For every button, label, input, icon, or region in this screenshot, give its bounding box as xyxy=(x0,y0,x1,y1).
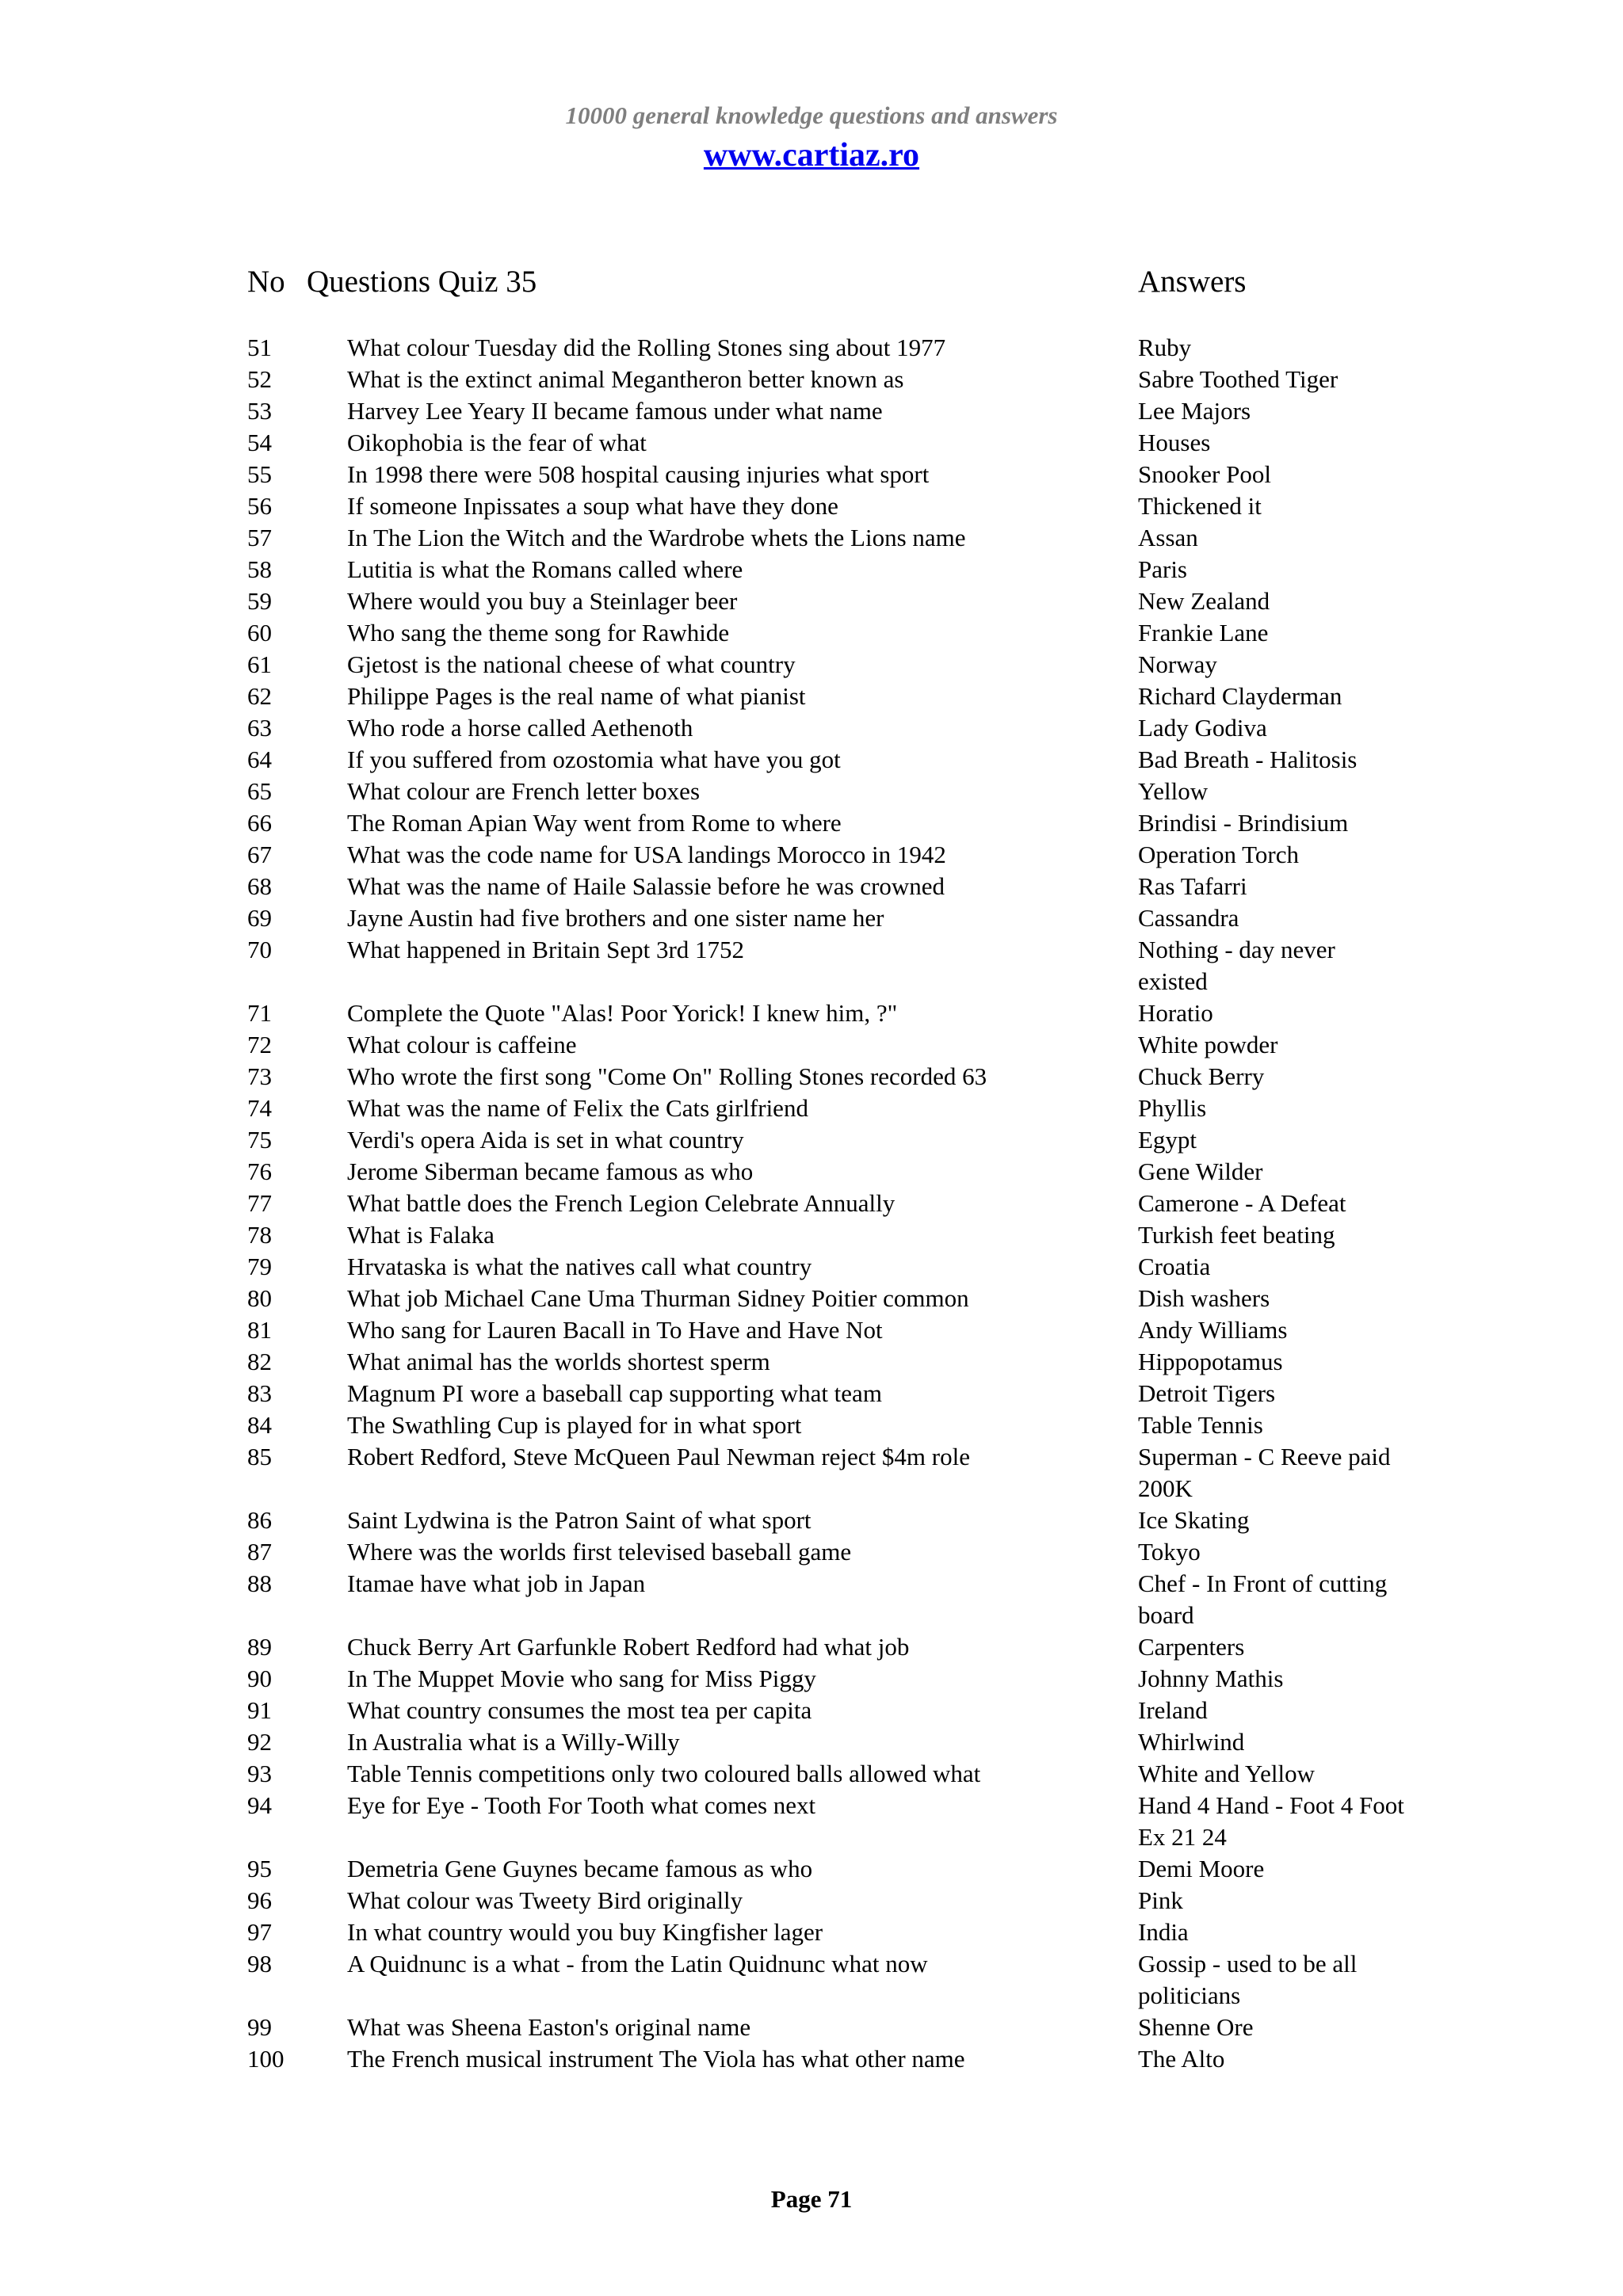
answer-text: Gene Wilder xyxy=(1138,1158,1263,1185)
question-text: Chuck Berry Art Garfunkle Robert Redford had what job xyxy=(347,1633,910,1661)
question-number: 69 xyxy=(247,904,272,932)
question-number: 61 xyxy=(247,650,272,678)
answer-text: Snooker Pool xyxy=(1138,460,1271,488)
answer-text: White powder xyxy=(1138,1031,1278,1058)
question-number: 72 xyxy=(247,1031,272,1058)
question-text: If you suffered from ozostomia what have you got xyxy=(347,746,841,773)
answer-text: Ruby xyxy=(1138,334,1192,361)
question-text: Harvey Lee Yeary II became famous under what name xyxy=(347,397,883,425)
question-row xyxy=(0,427,1623,459)
question-row xyxy=(0,1885,1623,1917)
page-number: Page 71 xyxy=(770,2185,853,2213)
question-row xyxy=(0,997,1623,1029)
question-number: 79 xyxy=(247,1253,272,1280)
question-number: 52 xyxy=(247,365,272,393)
question-text: Demetria Gene Guynes became famous as who xyxy=(347,1855,813,1882)
question-row xyxy=(0,744,1623,776)
question-number: 78 xyxy=(247,1221,272,1249)
column-header-questions: Questions Quiz 35 xyxy=(307,265,537,299)
answer-text: Chef - In Front of cutting board xyxy=(1138,1569,1388,1629)
answer-text: Chuck Berry xyxy=(1138,1062,1265,1090)
question-text: Jerome Siberman became famous as who xyxy=(347,1158,754,1185)
question-row xyxy=(0,1124,1623,1156)
question-number: 97 xyxy=(247,1918,272,1946)
question-number: 77 xyxy=(247,1189,272,1217)
question-number: 51 xyxy=(247,334,272,361)
question-text: What colour are French letter boxes xyxy=(347,777,701,805)
answer-text: Phyllis xyxy=(1138,1094,1207,1122)
question-row xyxy=(0,934,1623,997)
question-text: Oikophobia is the fear of what xyxy=(347,429,647,456)
question-text: What was the name of Haile Salassie before he was crowned xyxy=(347,872,945,900)
answer-text: New Zealand xyxy=(1138,587,1270,615)
question-row xyxy=(0,1948,1623,2012)
question-number: 81 xyxy=(247,1316,272,1344)
question-number: 96 xyxy=(247,1886,272,1914)
question-text: The Swathling Cup is played for in what sport xyxy=(347,1411,802,1439)
question-number: 59 xyxy=(247,587,272,615)
answer-text: Bad Breath - Halitosis xyxy=(1138,746,1358,773)
question-number: 71 xyxy=(247,999,272,1027)
answer-text: Turkish feet beating xyxy=(1138,1221,1335,1249)
header-website-link[interactable]: www.cartiaz.ro xyxy=(703,137,920,174)
question-text: What colour is caffeine xyxy=(347,1031,577,1058)
question-text: Verdi's opera Aida is set in what country xyxy=(347,1126,744,1154)
question-number: 89 xyxy=(247,1633,272,1661)
question-number: 62 xyxy=(247,682,272,710)
question-row xyxy=(0,585,1623,617)
question-text: Robert Redford, Steve McQueen Paul Newman reject $4m role xyxy=(347,1443,970,1470)
question-row xyxy=(0,1536,1623,1568)
answer-text: Nothing - day never existed xyxy=(1138,936,1335,995)
question-number: 70 xyxy=(247,936,272,963)
question-number: 75 xyxy=(247,1126,272,1154)
question-row xyxy=(0,1790,1623,1853)
question-row xyxy=(0,1314,1623,1346)
answer-text: Camerone - A Defeat xyxy=(1138,1189,1346,1217)
answer-text: Thickened it xyxy=(1138,492,1262,520)
question-number: 90 xyxy=(247,1665,272,1692)
answer-text: Gossip - used to be all politicians xyxy=(1138,1950,1358,2009)
question-text: Jayne Austin had five brothers and one sister name her xyxy=(347,904,884,932)
question-text: Eye for Eye - Tooth For Tooth what comes next xyxy=(347,1791,816,1819)
answer-text: Johnny Mathis xyxy=(1138,1665,1284,1692)
answer-text: Paris xyxy=(1138,555,1187,583)
question-number: 93 xyxy=(247,1760,272,1787)
question-row xyxy=(0,776,1623,807)
question-row xyxy=(0,1917,1623,1948)
question-text: What was Sheena Easton's original name xyxy=(347,2013,751,2041)
question-text: Itamae have what job in Japan xyxy=(347,1569,646,1597)
question-text: What happened in Britain Sept 3rd 1752 xyxy=(347,936,745,963)
answer-text: Hand 4 Hand - Foot 4 Foot Ex 21 24 xyxy=(1138,1791,1404,1851)
question-number: 73 xyxy=(247,1062,272,1090)
answer-text: Egypt xyxy=(1138,1126,1197,1154)
answer-text: Brindisi - Brindisium xyxy=(1138,809,1349,837)
question-number: 98 xyxy=(247,1950,272,1978)
question-number: 84 xyxy=(247,1411,272,1439)
question-row xyxy=(0,1631,1623,1663)
answer-text: Lady Godiva xyxy=(1138,714,1267,742)
answer-text: White and Yellow xyxy=(1138,1760,1316,1787)
question-row xyxy=(0,522,1623,554)
question-row xyxy=(0,1409,1623,1441)
answer-text: Shenne Ore xyxy=(1138,2013,1254,2041)
answer-text: Pink xyxy=(1138,1886,1183,1914)
question-number: 100 xyxy=(247,2045,285,2073)
question-row xyxy=(0,459,1623,490)
question-number: 83 xyxy=(247,1379,272,1407)
question-text: What animal has the worlds shortest sperm xyxy=(347,1348,770,1375)
question-number: 54 xyxy=(247,429,272,456)
question-number: 91 xyxy=(247,1696,272,1724)
question-text: Magnum PI wore a baseball cap supporting what team xyxy=(347,1379,882,1407)
answer-text: Ras Tafarri xyxy=(1138,872,1247,900)
answer-text: Whirlwind xyxy=(1138,1728,1245,1756)
header-subtitle: 10000 general knowledge questions and answers xyxy=(565,101,1058,129)
question-row xyxy=(0,681,1623,712)
question-row xyxy=(0,490,1623,522)
question-text: Saint Lydwina is the Patron Saint of what sport xyxy=(347,1506,812,1534)
answer-text: Richard Clayderman xyxy=(1138,682,1342,710)
question-row xyxy=(0,1505,1623,1536)
question-text: Who wrote the first song "Come On" Rolling Stones recorded 63 xyxy=(347,1062,987,1090)
question-row xyxy=(0,1758,1623,1790)
question-row xyxy=(0,649,1623,681)
answer-text: Sabre Toothed Tiger xyxy=(1138,365,1338,393)
question-row xyxy=(0,1156,1623,1188)
question-text: Hrvataska is what the natives call what country xyxy=(347,1253,812,1280)
question-number: 63 xyxy=(247,714,272,742)
answer-text: Andy Williams xyxy=(1138,1316,1288,1344)
question-text: A Quidnunc is a what - from the Latin Quidnunc what now xyxy=(347,1950,928,1978)
question-text: In 1998 there were 508 hospital causing injuries what sport xyxy=(347,460,930,488)
page-header xyxy=(0,98,1623,177)
answer-text: Assan xyxy=(1138,524,1198,551)
column-headers xyxy=(0,260,1623,304)
question-text: Who sang the theme song for Rawhide xyxy=(347,619,730,646)
question-text: Lutitia is what the Romans called where xyxy=(347,555,743,583)
question-row xyxy=(0,807,1623,839)
question-text: In Australia what is a Willy-Willy xyxy=(347,1728,680,1756)
question-number: 55 xyxy=(247,460,272,488)
question-text: What was the code name for USA landings Morocco in 1942 xyxy=(347,841,946,868)
question-number: 58 xyxy=(247,555,272,583)
question-row xyxy=(0,902,1623,934)
answer-text: Croatia xyxy=(1138,1253,1211,1280)
answer-text: Ireland xyxy=(1138,1696,1208,1724)
question-row xyxy=(0,1283,1623,1314)
question-number: 56 xyxy=(247,492,272,520)
question-number: 65 xyxy=(247,777,272,805)
question-number: 88 xyxy=(247,1569,272,1597)
question-row xyxy=(0,1061,1623,1093)
answer-text: Tokyo xyxy=(1138,1538,1201,1566)
question-row xyxy=(0,1251,1623,1283)
question-number: 66 xyxy=(247,809,272,837)
question-number: 76 xyxy=(247,1158,272,1185)
answer-text: Cassandra xyxy=(1138,904,1239,932)
question-row xyxy=(0,1346,1623,1378)
question-row xyxy=(0,2043,1623,2075)
question-text: The French musical instrument The Viola has what other name xyxy=(347,2045,965,2073)
column-header-answers: Answers xyxy=(1138,265,1247,299)
question-text: Who sang for Lauren Bacall in To Have and Have Not xyxy=(347,1316,883,1344)
question-number: 87 xyxy=(247,1538,272,1566)
answer-text: Frankie Lane xyxy=(1138,619,1269,646)
answer-text: Yellow xyxy=(1138,777,1209,805)
question-text: If someone Inpissates a soup what have they done xyxy=(347,492,838,520)
question-row xyxy=(0,1853,1623,1885)
question-text: In The Muppet Movie who sang for Miss Piggy xyxy=(347,1665,816,1692)
question-text: What is Falaka xyxy=(347,1221,495,1249)
question-row xyxy=(0,1219,1623,1251)
question-row xyxy=(0,395,1623,427)
question-text: Gjetost is the national cheese of what country xyxy=(347,650,796,678)
answer-text: Operation Torch xyxy=(1138,841,1299,868)
question-row xyxy=(0,1695,1623,1726)
question-row xyxy=(0,1568,1623,1631)
question-row xyxy=(0,1663,1623,1695)
question-row xyxy=(0,839,1623,871)
question-text: What battle does the French Legion Celebrate Annually xyxy=(347,1189,896,1217)
question-row xyxy=(0,1726,1623,1758)
question-number: 99 xyxy=(247,2013,272,2041)
question-row xyxy=(0,1378,1623,1409)
question-row xyxy=(0,332,1623,364)
question-row xyxy=(0,2012,1623,2043)
question-number: 57 xyxy=(247,524,272,551)
answer-text: Horatio xyxy=(1138,999,1213,1027)
answer-text: Superman - C Reeve paid 200K xyxy=(1138,1443,1391,1502)
question-number: 92 xyxy=(247,1728,272,1756)
answer-text: Lee Majors xyxy=(1138,397,1251,425)
question-row xyxy=(0,1441,1623,1505)
question-number: 60 xyxy=(247,619,272,646)
question-text: What colour Tuesday did the Rolling Stones sing about 1977 xyxy=(347,334,946,361)
question-text: What country consumes the most tea per capita xyxy=(347,1696,812,1724)
answer-text: Demi Moore xyxy=(1138,1855,1265,1882)
question-number: 86 xyxy=(247,1506,272,1534)
answer-text: Carpenters xyxy=(1138,1633,1245,1661)
question-row xyxy=(0,364,1623,395)
question-row xyxy=(0,712,1623,744)
answer-text: Detroit Tigers xyxy=(1138,1379,1276,1407)
question-number: 82 xyxy=(247,1348,272,1375)
question-row xyxy=(0,554,1623,585)
answer-text: The Alto xyxy=(1138,2045,1225,2073)
question-list xyxy=(0,332,1623,2075)
answer-text: Houses xyxy=(1138,429,1211,456)
question-row xyxy=(0,617,1623,649)
question-text: The Roman Apian Way went from Rome to where xyxy=(347,809,842,837)
answer-text: Hippopotamus xyxy=(1138,1348,1283,1375)
question-text: What is the extinct animal Megantheron better known as xyxy=(347,365,904,393)
question-number: 85 xyxy=(247,1443,272,1470)
answer-text: India xyxy=(1138,1918,1189,1946)
column-header-no: No xyxy=(247,265,285,299)
question-number: 94 xyxy=(247,1791,272,1819)
question-number: 68 xyxy=(247,872,272,900)
question-row xyxy=(0,871,1623,902)
question-number: 95 xyxy=(247,1855,272,1882)
answer-text: Table Tennis xyxy=(1138,1411,1263,1439)
question-row xyxy=(0,1093,1623,1124)
question-text: What was the name of Felix the Cats girlfriend xyxy=(347,1094,808,1122)
question-text: What colour was Tweety Bird originally xyxy=(347,1886,743,1914)
question-text: Table Tennis competitions only two coloured balls allowed what xyxy=(347,1760,981,1787)
question-text: Where was the worlds first televised baseball game xyxy=(347,1538,852,1566)
answer-text: Dish washers xyxy=(1138,1284,1270,1312)
question-row xyxy=(0,1188,1623,1219)
question-text: Who rode a horse called Aethenoth xyxy=(347,714,693,742)
question-text: Where would you buy a Steinlager beer xyxy=(347,587,738,615)
question-text: Philippe Pages is the real name of what pianist xyxy=(347,682,806,710)
question-number: 80 xyxy=(247,1284,272,1312)
question-text: In The Lion the Witch and the Wardrobe whets the Lions name xyxy=(347,524,966,551)
question-number: 67 xyxy=(247,841,272,868)
question-text: In what country would you buy Kingfisher lager xyxy=(347,1918,823,1946)
question-number: 74 xyxy=(247,1094,272,1122)
answer-text: Ice Skating xyxy=(1138,1506,1250,1534)
question-text: Complete the Quote "Alas! Poor Yorick! I knew him, ?" xyxy=(347,999,898,1027)
question-number: 53 xyxy=(247,397,272,425)
question-row xyxy=(0,1029,1623,1061)
answer-text: Norway xyxy=(1138,650,1217,678)
question-text: What job Michael Cane Uma Thurman Sidney Poitier common xyxy=(347,1284,969,1312)
question-number: 64 xyxy=(247,746,272,773)
